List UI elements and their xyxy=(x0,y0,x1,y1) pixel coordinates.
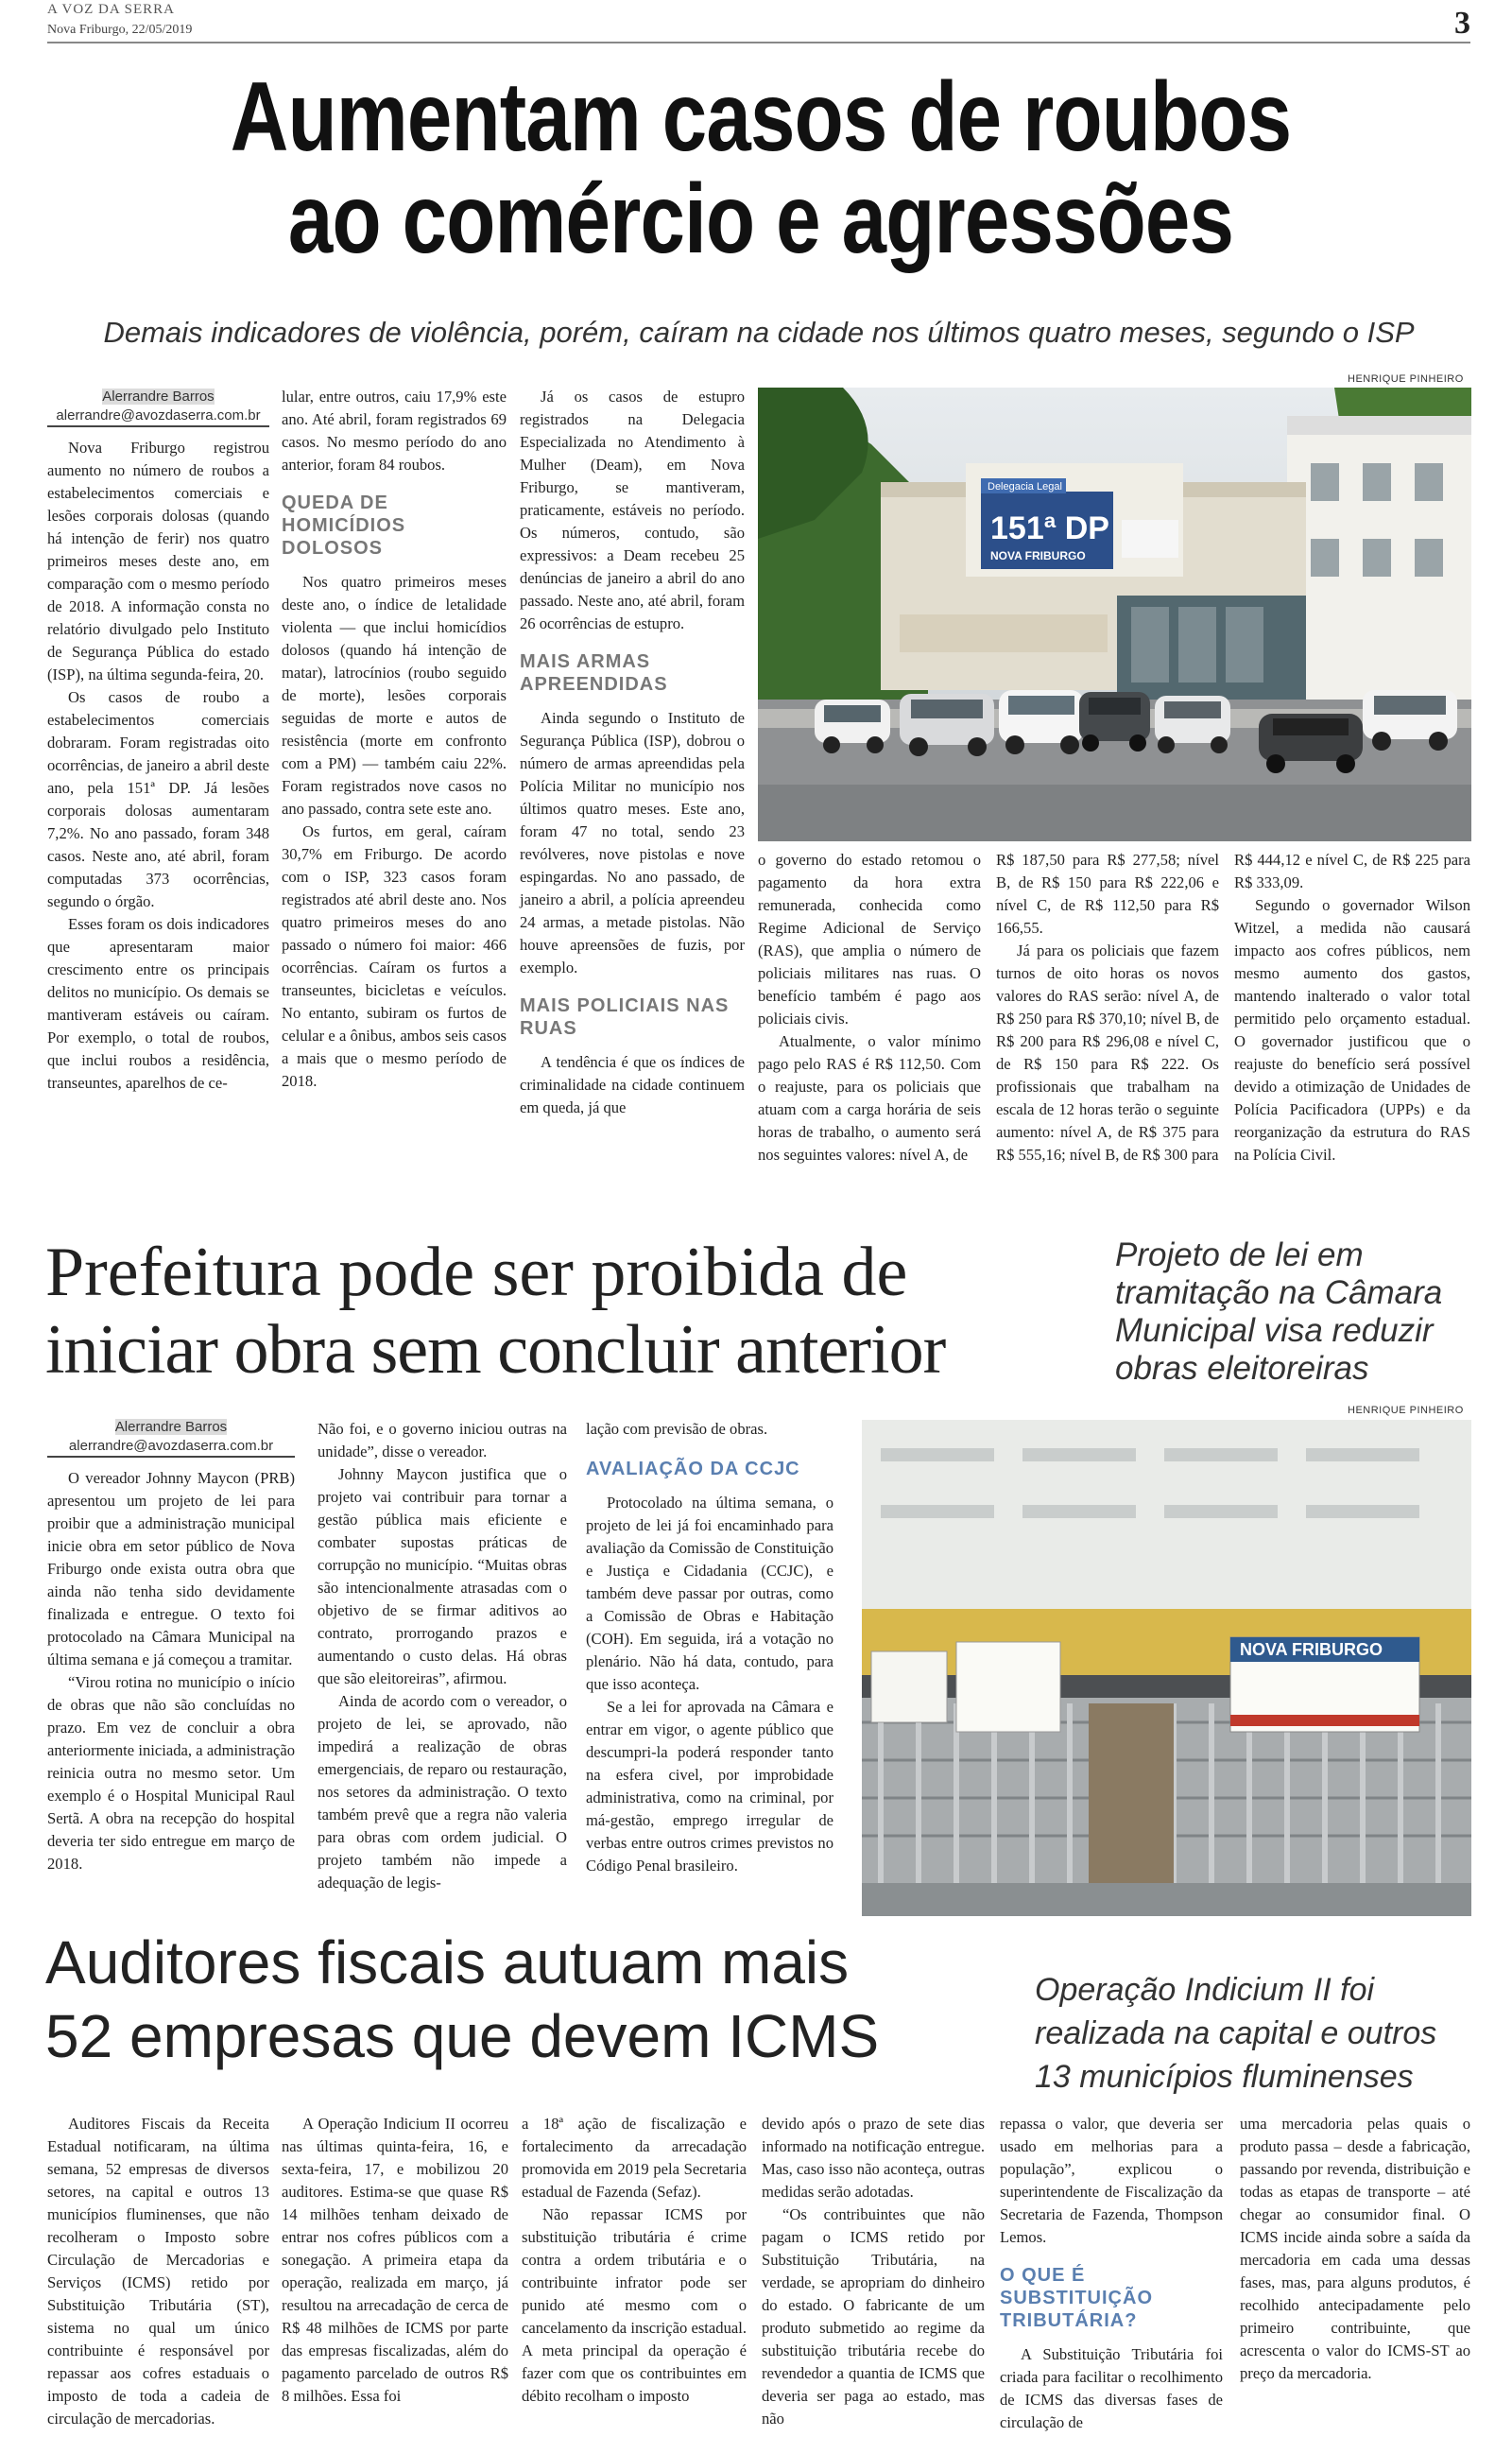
paragraph: A Operação Indicium II ocorreu nas últimas quinta-feira, 16, e sexta-feira, 17, e mobilizou 20 auditores. Estima-se que quase R$ 14 milhões tenham deixado de entrar nos cofres públicos com a sonegação. A primeira etapa da operação, realizada em março, já resultou na arrecadação de cerca de R$ 48 milhões de ICMS por parte das empresas fiscalizadas, além do pagamento parcelado de outros R$ 8 milhões. Essa foi xyxy=(282,2115,508,2405)
byline-name: Alerrandre Barros xyxy=(102,389,215,405)
paragraph: R$ 444,12 e nível C, de R$ 225 para R$ 333,09. xyxy=(1234,851,1470,891)
paragraph: uma mercadoria pelas quais o produto passa – desde a fabricação, passando por revenda, distribuição e todas as etapas de transporte – até chegar ao consumidor final. O ICMS incide ainda sobre a saída da mercadoria em cada uma dessas fases, mas, para alguns produtos, é recolhido antecipadamente pelo primeiro contribuinte, que acrescenta o valor do ICMS-ST ao preço da mercadoria. xyxy=(1240,2115,1470,2382)
article1-deck: Demais indicadores de violência, porém, caíram na cidade nos últimos quatro meses, segundo o ISP xyxy=(103,316,1415,349)
article1-headline xyxy=(183,62,1338,274)
article1-column-2 xyxy=(282,386,507,1093)
article1-column-4 xyxy=(758,849,981,1167)
paragraph: Ainda segundo o Instituto de Segurança Pública (ISP), dobrou o número de armas apreendidas pela Polícia Militar no município nos últimos quatro meses. Este ano, foram 47 no total, sendo 23 revólveres, nove pistolas e nove espingardas. No ano passado, de janeiro a abril, a polícia apreendeu 24 armas, a metade pistolas. Não houve apreensões de fuzis, por exemplo. xyxy=(520,709,745,976)
paragraph: Nova Friburgo registrou aumento no número de roubos a estabelecimentos comerciais e lesões corporais dolosas (quando há intenção de ferir) nos quatro primeiros meses deste ano, em comparação com o mesmo período de 2018. A informação consta no relatório divulgado pelo Instituto de Segurança Pública do estado (ISP), na última segunda-feira, 20. xyxy=(47,439,269,683)
article3-column-5 xyxy=(1000,2113,1223,2434)
article2-deck: Projeto de lei em tramitação na Câmara Municipal visa reduzir obras eleitoreiras xyxy=(1115,1236,1443,1387)
police-station-illustration xyxy=(758,388,1471,841)
paragraph: Esses foram os dois indicadores que apresentaram maior crescimento entre os principais delitos no município. Os demais se mantiveram estáveis ou caíram. Por exemplo, o total de roubos, que inclui roubos a residência, transeuntes, aparelhos de ce- xyxy=(47,915,269,1092)
paragraph: Não repassar ICMS por substituição tributária é crime contra a ordem tributária e o contribuinte infrator pode ser punido até mesmo com o cancelamento da inscrição estadual. A meta principal da operação é fazer com que os contribuintes em débito recolham o imposto xyxy=(522,2205,747,2405)
subhead-policiais: MAIS POLICIAIS NAS RUAS xyxy=(520,995,730,1039)
paragraph: Se a lei for aprovada na Câmara e entrar em vigor, o agente público que descumpri-la poderá responder tanto na esfera civel, por improbidade administrativa, como na criminal, por má-gestão, emprego irregular de verbas entre outros crimes previstos no Código Penal brasileiro. xyxy=(586,1698,833,1875)
article2-headline-line1: Prefeitura pode ser proibida de xyxy=(45,1234,908,1311)
paragraph: lação com previsão de obras. xyxy=(586,1420,768,1438)
paragraph: Protocolado na última semana, o projeto de lei já foi encaminhado para avaliação da Comissão de Constituição e Justiça e Cidadania (CCJC), e também deve passar por outras, como a Comissão de Obras e Habitação (COH). Em seguida, irá a votação no plenário. Não há data, contudo, para que isso aconteça. xyxy=(586,1494,833,1693)
paragraph: Segundo o governador Wilson Witzel, a medida não causará impacto aos cofres públicos, nem mesmo aumento dos gastos, mantendo inalterado o valor total permitido pelo orçamento estadual. O governador justificou que o reajuste do benefício será possível devido a otimização de Unidades de Polícia Pacificadora (UPPs) e da reorganização da estrutura do RAS na Polícia Civil. xyxy=(1234,896,1470,1164)
paragraph: devido após o prazo de sete dias informado na notificação entregue. Mas, caso isso não aconteça, outras medidas serão adotadas. xyxy=(762,2115,985,2201)
article1-column-6 xyxy=(1234,849,1470,1167)
edition-date: Nova Friburgo, 22/05/2019 xyxy=(47,23,193,37)
article3-headline-line1: Auditores fiscais autuam mais xyxy=(45,1928,850,1996)
paragraph: Os casos de roubo a estabelecimentos comerciais dobraram. Foram registradas oito ocorrências, de janeiro a abril deste ano, pela 151ª DP. Já lesões corporais dolosas aumentaram 7,2%. No ano passado, foram 348 casos. Neste ano, até abril, foram computadas 373 ocorrências, segundo o órgão. xyxy=(47,688,269,910)
paragraph: Já os casos de estupro registrados na Delegacia Especializada no Atendimento à Mulher (Deam), em Nova Friburgo, se mantiveram, praticamente, estáveis no período. Os números, contudo, são expressivos: a Deam recebeu 25 denúncias de janeiro a abril do ano passado. Neste ano, até abril, foram 26 ocorrências de estupro. xyxy=(520,388,745,632)
article3-deck: Operação Indicium II foi realizada na capital e outros 13 municípios fluminenses xyxy=(1035,1972,1437,2095)
paragraph: Ainda de acordo com o vereador, o projeto de lei, se aprovado, não impedirá a realização de obras emergenciais, de reparo ou restauração, nos setores da administração. O texto também prevê que a regra não valeria para obras com ordem judicial. O projeto também não impede a adequação de legis- xyxy=(318,1692,567,1892)
article2-headline-line2: iniciar obra sem concluir anterior xyxy=(45,1311,946,1389)
photo-banner: NOVA FRIBURGO xyxy=(1240,1640,1383,1659)
paragraph: A Substituição Tributária foi criada para facilitar o recolhimento de ICMS das diversas fases de circulação de xyxy=(1000,2345,1223,2431)
article3-column-3 xyxy=(522,2113,747,2408)
article2-column-1 xyxy=(47,1418,295,1875)
article2-column-2 xyxy=(318,1418,567,1894)
paragraph: Já para os policiais que fazem turnos de oito horas os novos valores do RAS serão: nível A, de R$ 250 para R$ 370,10; nível B, de R$ 200 para R$ 296,08 e nível C, de R$ 150 para R$ 222. Os profissionais que trabalham na escala de 12 horas terão o seguinte aumento: nível A, de R$ 375 para R$ 555,16; nível B, de R$ 300 para xyxy=(996,942,1219,1164)
hospital-construction-illustration xyxy=(862,1420,1471,1916)
paragraph: Nos quatro primeiros meses deste ano, o índice de letalidade violenta — que inclui homicídios dolosos (quando há intenção de matar), latrocínios (roubo seguido de morte), lesões corporais seguidas de morte e autos de resistência (morte em confronto com a PM) — também caiu 22%. Foram registrados nove casos no ano passado, contra sete este ano. xyxy=(282,573,507,818)
article3-column-4 xyxy=(762,2113,985,2430)
paragraph: a 18ª ação de fiscalização e fortalecimento da arrecadação promovida em 2019 pela Secretaria estadual de Fazenda (Sefaz). xyxy=(522,2115,747,2201)
byline-name: Alerrandre Barros xyxy=(114,1419,228,1435)
photo-sign-big: 151ª DP xyxy=(990,510,1109,546)
hospital-construction-photo xyxy=(862,1420,1471,1916)
article1-headline-line2: ao comércio e agressões xyxy=(287,164,1234,274)
article1-column-3 xyxy=(520,386,745,1119)
byline-email: alerrandre@avozdaserra.com.br xyxy=(47,406,269,427)
paragraph: O vereador Johnny Maycon (PRB) apresentou um projeto de lei para proibir que a administração municipal inicie obra em setor público de Nova Friburgo onde exista outra obra que ainda não tenha sido devidamente finalizada e entregue. O texto foi protocolado na Câmara Municipal na última semana e já começou a tramitar. xyxy=(47,1469,295,1668)
photo2-credit: HENRIQUE PINHEIRO xyxy=(1348,1405,1464,1416)
newspaper-name: A VOZ DA SERRA xyxy=(47,2,175,17)
article3-column-6 xyxy=(1240,2113,1470,2385)
article1-column-1 xyxy=(47,388,269,1095)
page-number: 3 xyxy=(1454,6,1470,41)
article2-byline xyxy=(47,1418,295,1458)
paragraph: R$ 187,50 para R$ 277,58; nível B, de R$ 150 para R$ 222,06 e nível C, de R$ 112,50 para R$ 166,55. xyxy=(996,851,1219,937)
article2-column-3 xyxy=(586,1418,833,1877)
photo-sign-small: Delegacia Legal xyxy=(988,481,1062,493)
photo1-credit: HENRIQUE PINHEIRO xyxy=(1348,373,1464,385)
paragraph: Os furtos, em geral, caíram 30,7% em Friburgo. De acordo com o ISP, 323 casos foram registrados até abril deste ano. Nos quatro primeiros meses do ano passado o número foi maior: 466 ocorrências. Caíram os furtos a transeuntes, bicicletas e veículos. No entanto, subiram os furtos de celular e a ônibus, ambos seis casos a mais que o mesmo período de 2018. xyxy=(282,822,507,1090)
article3-column-1 xyxy=(47,2113,269,2430)
subhead-armas: MAIS ARMAS APREENDIDAS xyxy=(520,651,668,695)
article1-headline-line1: Aumentam casos de roubos xyxy=(230,62,1292,172)
article3-headline-line2: 52 empresas que devem ICMS xyxy=(45,2002,880,2070)
subhead-substituicao: O QUE É SUBSTITUIÇÃO TRIBUTÁRIA? xyxy=(1000,2265,1153,2331)
article1-column-5 xyxy=(996,849,1219,1167)
article3-column-2 xyxy=(282,2113,508,2408)
byline-email: alerrandre@avozdaserra.com.br xyxy=(47,1437,295,1458)
header-rule xyxy=(47,42,1470,43)
paragraph: “Os contribuintes que não pagam o ICMS retido por Substituição Tributária, na verdade, se apropriam do dinheiro do estado. O fabricante de um produto submetido ao regime da substituição tributária recebe do revendedor a quantia de ICMS que deveria ser paga ao estado, mas não xyxy=(762,2205,985,2428)
photo-sign-city: NOVA FRIBURGO xyxy=(990,549,1086,562)
paragraph: Não foi, e o governo iniciou outras na unidade”, disse o vereador. xyxy=(318,1420,567,1460)
paragraph: repassa o valor, que deveria ser usado em melhorias para a população”, explicou o superintendente de Fiscalização da Secretaria de Fazenda, Thompson Lemos. xyxy=(1000,2115,1223,2246)
article1-byline xyxy=(47,388,269,427)
paragraph: Auditores Fiscais da Receita Estadual notificaram, na última semana, 52 empresas de diversos setores, na capital e outros 13 municípios fluminenses, que não recolheram o Imposto sobre Circulação de Mercadorias e Serviços (ICMS) retido por Substituição Tributária (ST), sistema no qual um único contribuinte é responsável por repassar aos cofres estaduais o imposto de toda a cadeia de circulação de mercadorias. xyxy=(47,2115,269,2428)
paragraph: A tendência é que os índices de criminalidade na cidade continuem em queda, já que xyxy=(520,1053,745,1116)
paragraph: Johnny Maycon justifica que o projeto vai contribuir para tornar a gestão pública mais eficiente e combater supostas práticas de corrupção no município. “Muitas obras são intencionalmente atrasadas com o objetivo de se firmar aditivos ao contrato, prorrogando prazos e aumentando o custo delas. Há obras que são eleitoreiras”, afirmou. xyxy=(318,1465,567,1687)
subhead-homicidios: QUEDA DE HOMICÍDIOS DOLOSOS xyxy=(282,493,406,559)
paragraph: “Virou rotina no município o início de obras que não são concluídas no prazo. Em vez de concluir a obra anteriormente iniciada, a administração reinicia outra no mesmo setor. Um exemplo é o Hospital Municipal Raul Sertã. A obra na recepção do hospital deveria ter sido entregue em março de 2018. xyxy=(47,1673,295,1873)
paragraph: lular, entre outros, caiu 17,9% este ano. Até abril, foram registrados 69 casos. No mesmo período do ano anterior, foram 84 roubos. xyxy=(282,388,507,474)
subhead-ccjc: AVALIAÇÃO DA CCJC xyxy=(586,1459,800,1479)
paragraph: Atualmente, o valor mínimo pago pelo RAS é R$ 112,50. Com o reajuste, para os policiais que atuam com a carga horária de seis horas de trabalho, o aumento será nos seguintes valores: nível A, de xyxy=(758,1032,981,1164)
paragraph: o governo do estado retomou o pagamento da hora extra remunerada, conhecida como Regime Adicional de Serviço (RAS), que amplia o número de policiais militares nas ruas. O benefício também é pago aos policiais civis. xyxy=(758,851,981,1028)
police-station-photo xyxy=(758,388,1471,841)
